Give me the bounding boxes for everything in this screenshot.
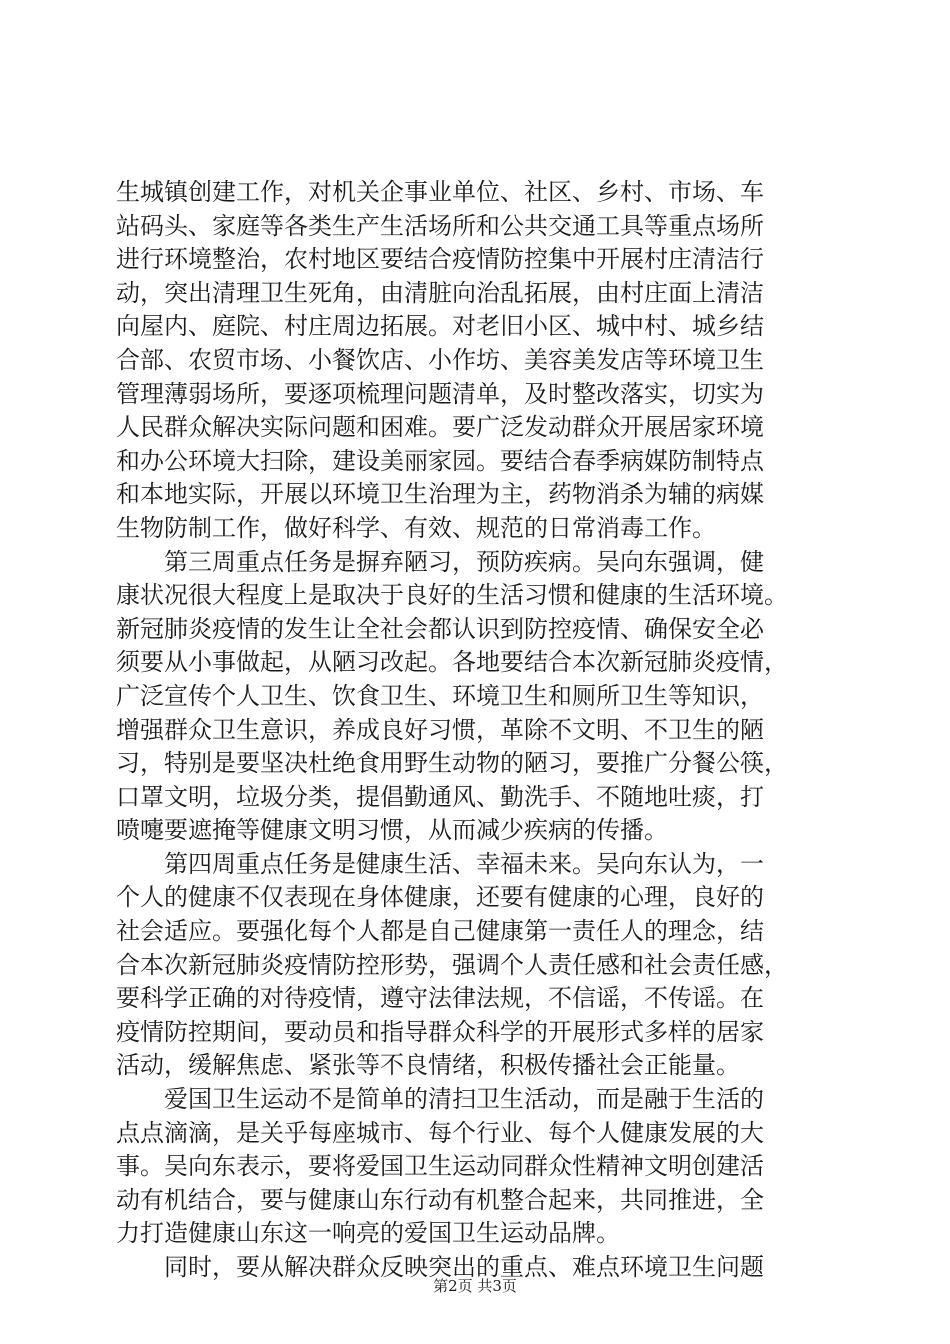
text-line: 同时，要从解决群众反映突出的重点、难点环境卫生问题 (116, 1253, 764, 1281)
text-line: 合部、农贸市场、小餐饮店、小作坊、美容美发店等环境卫生 (116, 345, 764, 374)
text-line: 广泛宣传个人卫生、饮食卫生、环境卫生和厕所卫生等知识， (116, 681, 764, 710)
text-line: 动，突出清理卫生死角，由清脏向治乱拓展，由村庄面上清洁 (116, 278, 764, 307)
text-line: 点点滴滴，是关乎每座城市、每个行业、每个人健康发展的大 (116, 1118, 764, 1147)
text-line: 活动，缓解焦虑、紧张等不良情绪，积极传播社会正能量。 (116, 1051, 740, 1080)
text-line: 合本次新冠肺炎疫情防控形势，强调个人责任感和社会责任感， (116, 950, 788, 979)
text-line: 站码头、家庭等各类生产生活场所和公共交通工具等重点场所 (116, 211, 764, 240)
text-line: 喷嚏要遮掩等健康文明习惯，从而减少疾病的传播。 (116, 816, 668, 845)
text-line: 和办公环境大扫除，建设美丽家园。要结合春季病媒防制特点 (116, 446, 764, 475)
text-line: 口罩文明，垃圾分类，提倡勤通风、勤洗手、不随地吐痰，打 (116, 782, 764, 811)
text-line: 向屋内、庭院、村庄周边拓展。对老旧小区、城中村、城乡结 (116, 312, 764, 341)
text-line: 须要从小事做起，从陋习改起。各地要结合本次新冠肺炎疫情， (116, 648, 788, 677)
text-line: 社会适应。要强化每个人都是自己健康第一责任人的理念，结 (116, 917, 764, 946)
body-text (116, 176, 836, 1285)
text-line: 康状况很大程度上是取决于良好的生活习惯和健康的生活环境。 (116, 581, 788, 610)
text-line: 动有机结合，要与健康山东行动有机整合起来，共同推进，全 (116, 1185, 764, 1214)
text-line: 疫情防控期间，要动员和指导群众科学的开展形式多样的居家 (116, 1017, 764, 1046)
text-line: 事。吴向东表示，要将爱国卫生运动同群众性精神文明创建活 (116, 1152, 764, 1181)
text-line: 人民群众解决实际问题和困难。要广泛发动群众开展居家环境 (116, 413, 764, 442)
text-line: 进行环境整治，农村地区要结合疫情防控集中开展村庄清洁行 (116, 245, 764, 274)
text-line: 新冠肺炎疫情的发生让全社会都认识到防控疫情、确保安全必 (116, 614, 764, 643)
text-line: 管理薄弱场所，要逐项梳理问题清单，及时整改落实，切实为 (116, 379, 764, 408)
text-line: 要科学正确的对待疫情，遵守法律法规，不信谣，不传谣。在 (116, 984, 764, 1013)
page-footer: 第2页 共3页 (433, 1277, 517, 1295)
text-line: 生城镇创建工作，对机关企事业单位、社区、乡村、市场、车 (116, 178, 764, 206)
text-line: 习，特别是要坚决杜绝食用野生动物的陋习，要推广分餐公筷， (116, 749, 788, 778)
text-line: 个人的健康不仅表现在身体健康，还要有健康的心理，良好的 (116, 883, 764, 912)
text-line: 第四周重点任务是健康生活、幸福未来。吴向东认为，一 (116, 849, 764, 878)
text-line: 力打造健康山东这一响亮的爱国卫生运动品牌。 (116, 1219, 620, 1248)
text-line: 第三周重点任务是摒弃陋习，预防疾病。吴向东强调，健 (116, 547, 764, 576)
text-line: 爱国卫生运动不是简单的清扫卫生活动，而是融于生活的 (116, 1085, 764, 1114)
text-line: 增强群众卫生意识，养成良好习惯，革除不文明、不卫生的陋 (116, 715, 764, 744)
text-line: 和本地实际，开展以环境卫生治理为主，药物消杀为辅的病媒 (116, 480, 764, 509)
text-line: 生物防制工作，做好科学、有效、规范的日常消毒工作。 (116, 513, 716, 542)
